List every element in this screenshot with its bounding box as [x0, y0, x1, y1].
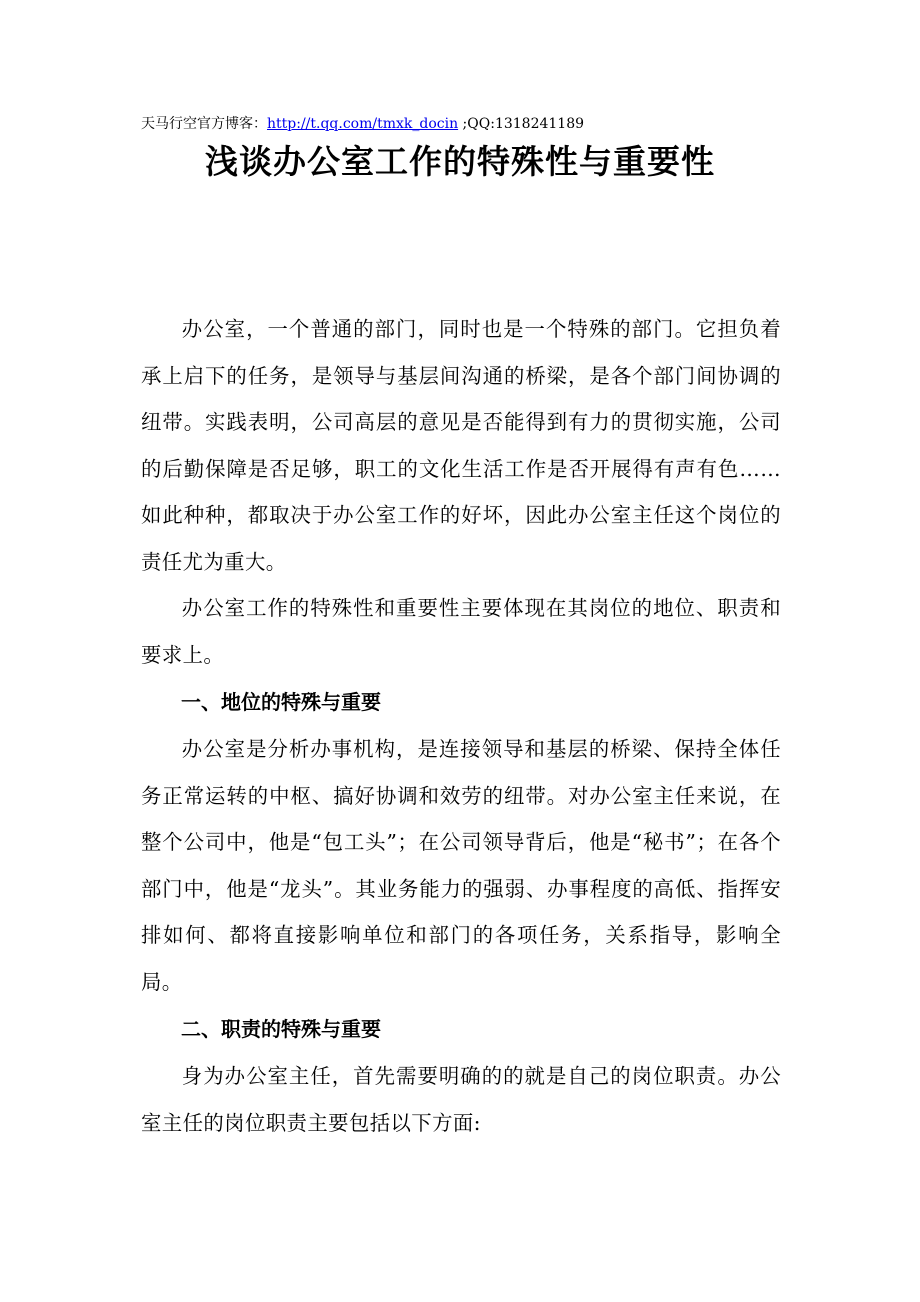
blog-header-prefix: 天马行空官方博客：: [141, 116, 267, 132]
paragraph-summary: 办公室工作的特殊性和重要性主要体现在其岗位的地位、职责和要求上。: [141, 596, 781, 667]
section-heading-status: 一、地位的特殊与重要: [181, 690, 381, 714]
document-body: [141, 306, 781, 1146]
qq-number: ;QQ:1318241189: [458, 116, 585, 132]
blog-link[interactable]: http://t.qq.com/tmxk_docin: [267, 116, 459, 132]
paragraph-intro: 办公室，一个普通的部门，同时也是一个特殊的部门。它担负着承上启下的任务，是领导与基层间沟通的桥梁，是各个部门间协调的纽带。实践表明，公司高层的意见是否能得到有力的贯彻实施，公司的后勤保障是否足够，职工的文化生活工作是否开展得有声有色……如此种种，都取决于办公室工作的好坏，因此办公室主任这个岗位的责任尤为重大。: [141, 317, 781, 574]
paragraph-duties: 身为办公室主任，首先需要明确的的就是自己的岗位职责。办公室主任的岗位职责主要包括以下方面:: [141, 1064, 781, 1135]
blog-header: [141, 114, 584, 134]
paragraph-status: 办公室是分析办事机构，是连接领导和基层的桥梁、保持全体任务正常运转的中枢、搞好协调和效劳的纽带。对办公室主任来说，在整个公司中，他是“包工头”；在公司领导背后，他是“秘书”；在各个部门中，他是“龙头”。其业务能力的强弱、办事程度的高低、指挥安排如何、都将直接影响单位和部门的各项任务，关系指导，影响全局。: [141, 737, 781, 994]
section-heading-duties: 二、职责的特殊与重要: [181, 1017, 381, 1041]
document-title: 浅谈办公室工作的特殊性与重要性: [205, 142, 715, 181]
